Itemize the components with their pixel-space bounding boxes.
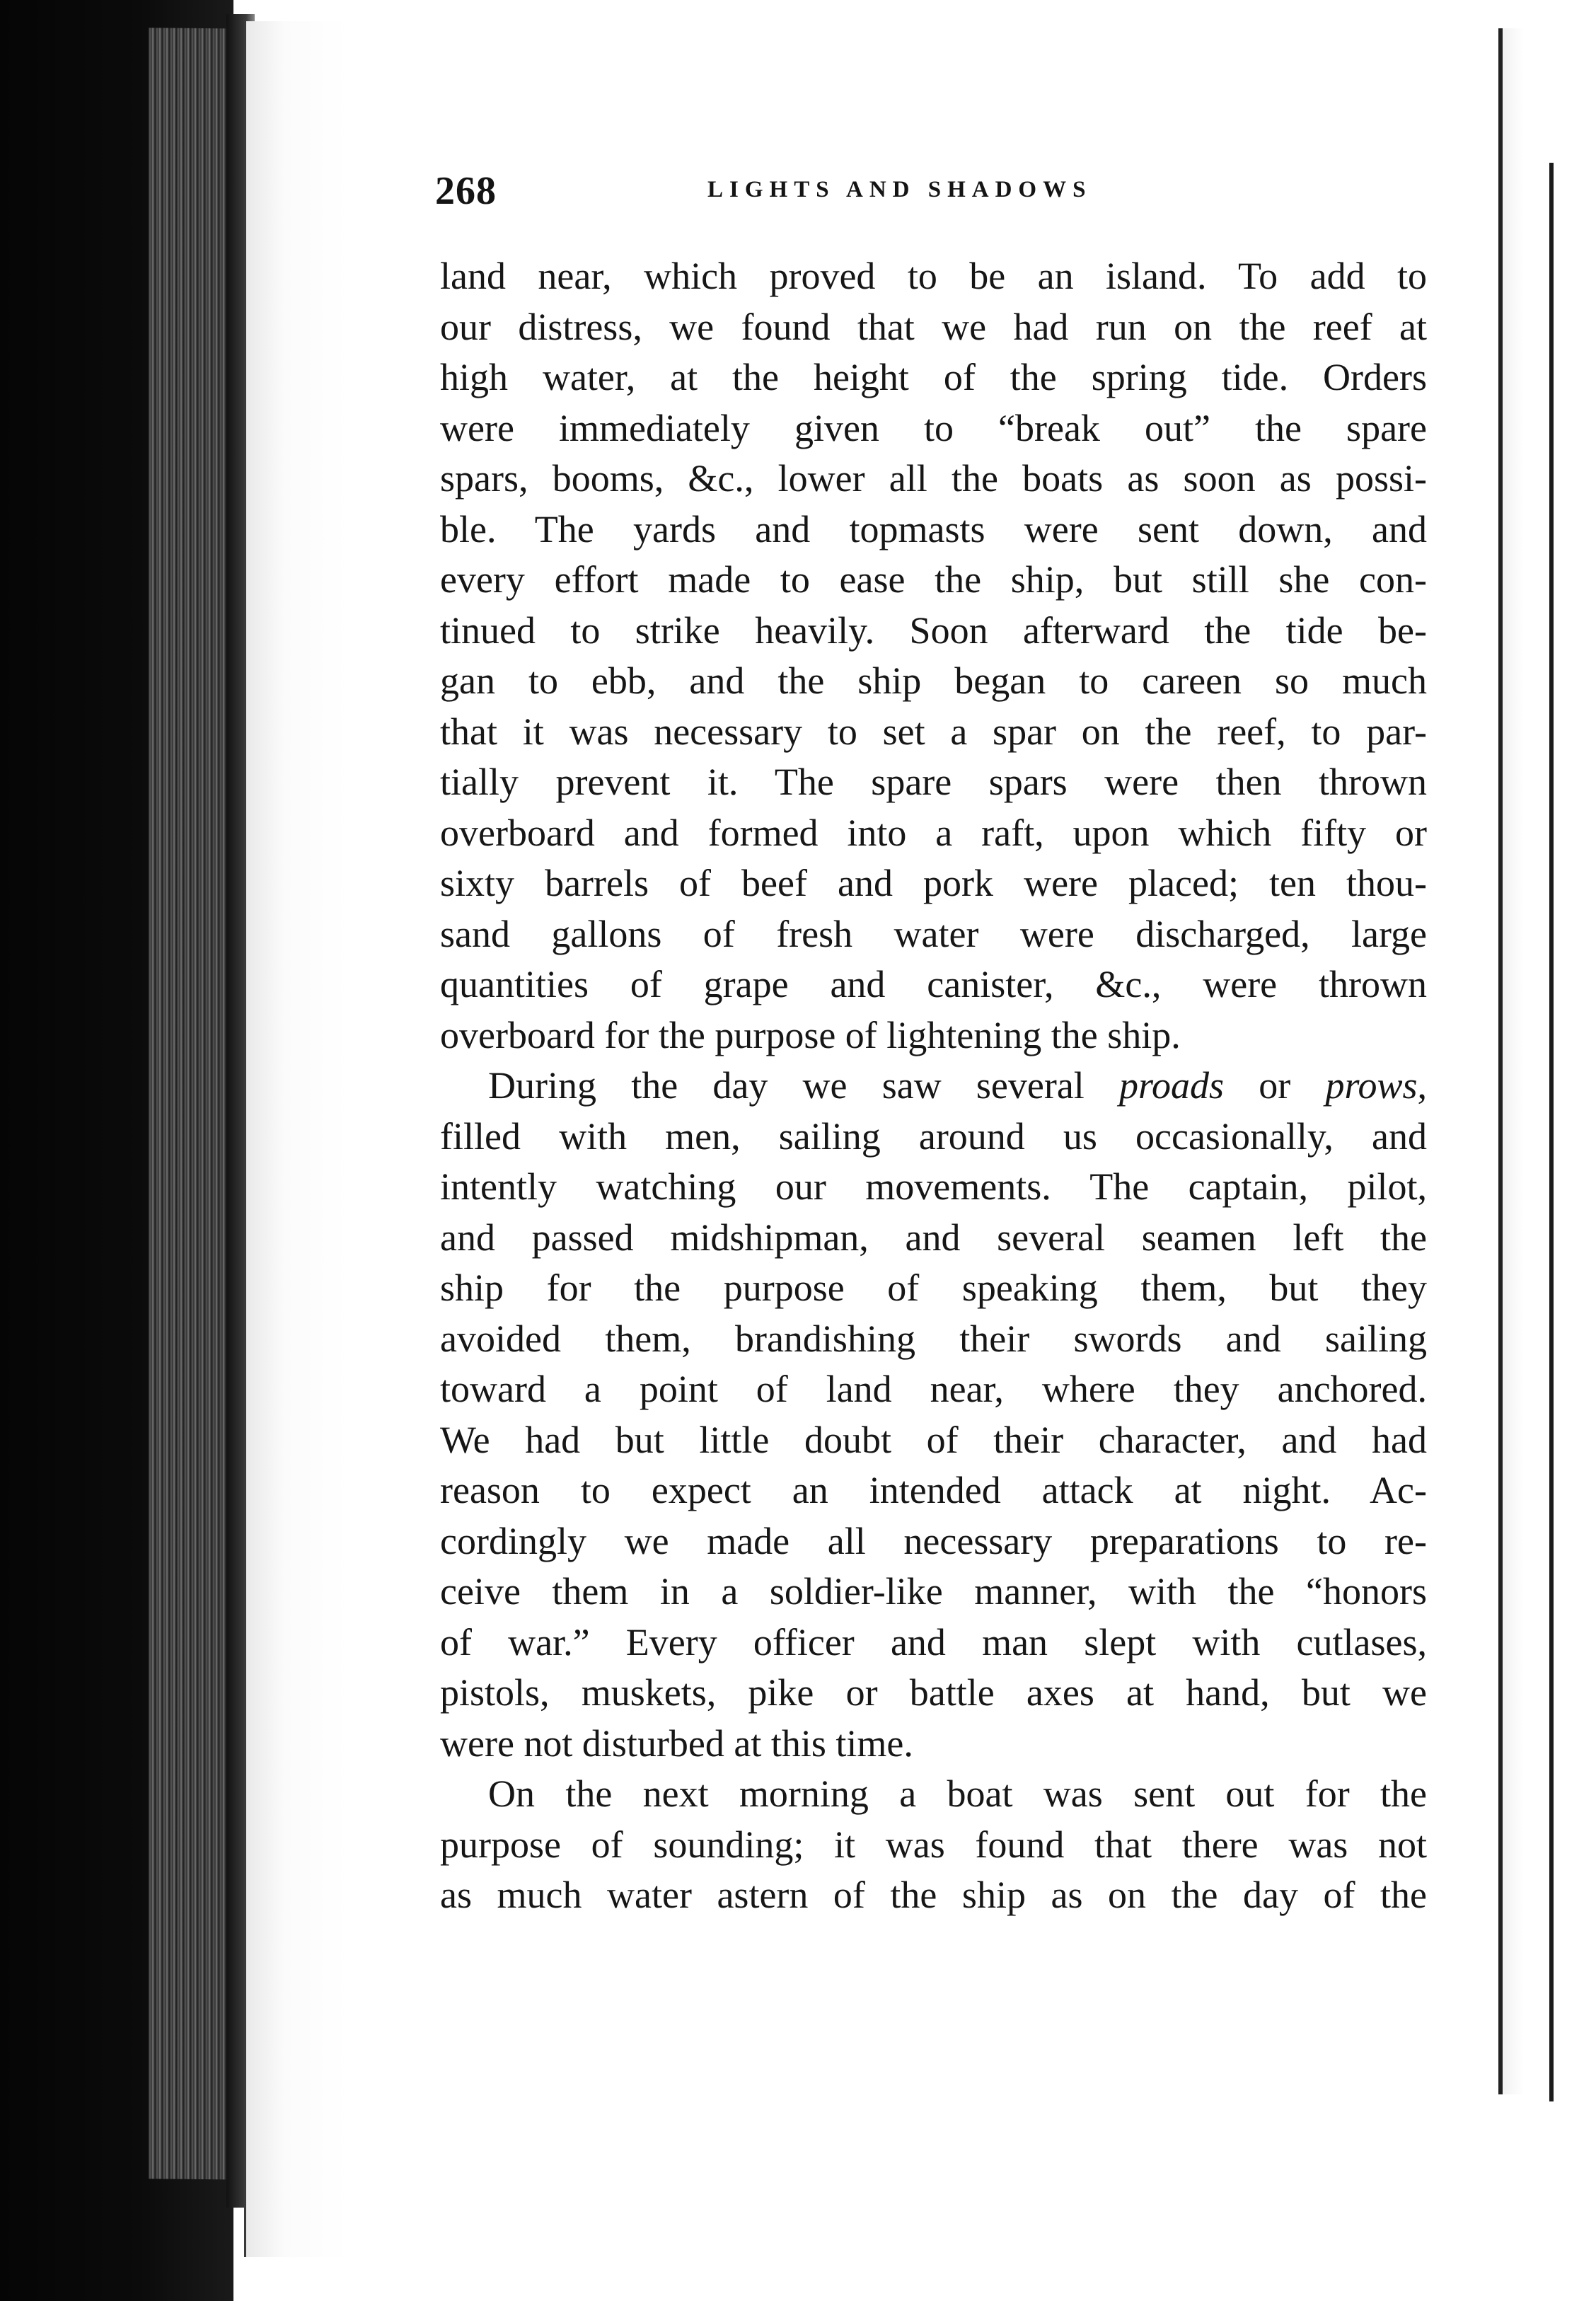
text-line: spars, booms, &c., lower all the boats as soon as possi- [440, 457, 1427, 500]
text-line: toward a point of land near, where they anchored. [440, 1368, 1427, 1410]
text-line: purpose of sounding; it was found that there was not [440, 1823, 1427, 1866]
text-line: During the day we saw several proads or prows, [488, 1064, 1427, 1107]
text-line: ship for the purpose of speaking them, but they [440, 1267, 1427, 1309]
text-line: our distress, we found that we had run on the reef at [440, 305, 1427, 348]
text-line: We had but little doubt of their character, and had [440, 1418, 1427, 1461]
text-line: overboard and formed into a raft, upon which fifty or [440, 811, 1427, 854]
running-header [435, 168, 1426, 218]
facing-page-edge-line [1549, 163, 1554, 2101]
text-line: avoided them, brandishing their swords and sailing [440, 1317, 1427, 1360]
italic-term: proads [1119, 1064, 1225, 1107]
facing-page-edge [1498, 28, 1524, 2094]
text-line: tinued to strike heavily. Soon afterward the tide be- [440, 609, 1427, 652]
text-line: of war.” Every officer and man slept with cutlases, [440, 1620, 1427, 1663]
text-line: ceive them in a soldier-like manner, with the “honors [440, 1570, 1427, 1613]
text-line: were not disturbed at this time. [440, 1722, 913, 1765]
text-line: intently watching our movements. The captain, pilot, [440, 1165, 1427, 1208]
text-line: sixty barrels of beef and pork were placed; ten thou- [440, 862, 1427, 904]
text-line: gan to ebb, and the ship began to careen so much [440, 659, 1427, 702]
text-line: cordingly we made all necessary preparations to re- [440, 1519, 1427, 1562]
text-line: reason to expect an intended attack at night. Ac- [440, 1469, 1427, 1511]
text-line: sand gallons of fresh water were discharged, large [440, 912, 1427, 955]
running-title: LIGHTS AND SHADOWS [707, 177, 1092, 202]
text-line: as much water astern of the ship as on the day of the [440, 1874, 1427, 1916]
text-line: land near, which proved to be an island. To add to [440, 255, 1427, 297]
italic-term: prows [1325, 1064, 1418, 1107]
body-text [440, 251, 1427, 1921]
text-line: high water, at the height of the spring tide. Orders [440, 356, 1427, 398]
text-line: and passed midshipman, and several seamen left the [440, 1216, 1427, 1259]
text-line: quantities of grape and canister, &c., were thrown [440, 963, 1427, 1005]
text-line: pistols, muskets, pike or battle axes at hand, but we [440, 1671, 1427, 1714]
text-line: tially prevent it. The spare spars were then thrown [440, 761, 1427, 803]
page-number: 268 [435, 169, 497, 213]
text-line: On the next morning a boat was sent out for the [488, 1772, 1427, 1815]
text-line: every effort made to ease the ship, but still she con- [440, 558, 1427, 601]
text-line: filled with men, sailing around us occasionally, and [440, 1114, 1427, 1158]
text-line: that it was necessary to set a spar on the reef, to par- [440, 710, 1427, 753]
text-line: ble. The yards and topmasts were sent down, and [440, 507, 1427, 550]
text-line: were immediately given to “break out” the spare [440, 406, 1427, 449]
text-line: overboard for the purpose of lightening the ship. [440, 1013, 1181, 1056]
